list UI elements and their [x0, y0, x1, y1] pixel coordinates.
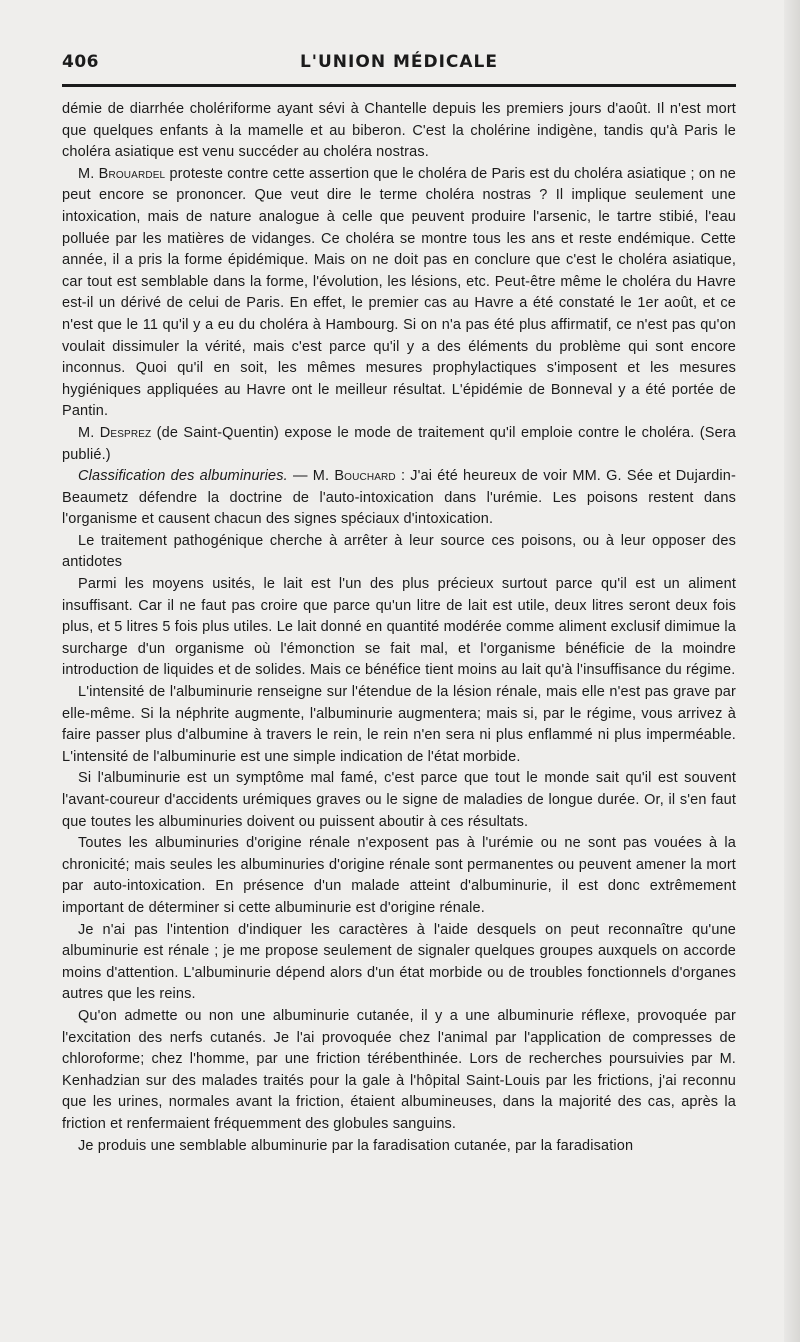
running-title: L'UNION MÉDICALE	[299, 52, 499, 72]
paragraph: Je n'ai pas l'intention d'indiquer les caractères à l'aide desquels on peut reconnaître qu'une albuminurie est rénale ; je me propose seulement de signaler quelques groupes auxquels on accorde moins d'attention. L'albuminurie dépend alors d'un état morbide ou de troubles fonctionnels d'organes autres que les reins.	[62, 921, 736, 1003]
header-rule	[62, 84, 736, 87]
article-body	[62, 99, 736, 1157]
section-title: Classification des albuminuries.	[78, 468, 288, 485]
paragraph: Je produis une semblable albuminurie par la faradisation cutanée, par la faradisation	[78, 1137, 634, 1154]
speaker-prefix: — M.	[292, 468, 330, 485]
paragraph-brouardel	[62, 164, 736, 423]
speaker-name: Brouardel	[98, 165, 166, 182]
paragraph: L'intensité de l'albuminurie renseigne sur l'étendue de la lésion rénale, mais elle n'est pas grave par elle-même. Si la néphrite augmente, l'albuminurie augmentera; mais si, par le régime, vous arrivez à faire passer plus d'albumine à travers le rein, le rein n'en sera ni plus enflammé ni plus imperméable. L'intensité de l'albuminurie est une simple indication de l'état morbide.	[62, 684, 736, 765]
paragraph: Le traitement pathogénique cherche à arrêter à leur source ces poisons, ou à leur opposer des antidotes	[62, 532, 736, 571]
paragraph: Si l'albuminurie est un symptôme mal famé, c'est parce que tout le monde sait qu'il est souvent l'avant-coureur d'accidents urémiques graves ou le signe de maladies de longue durée. Or, il s'en faut que toutes les albuminuries doivent ou puissent aboutir à ces résultats.	[62, 770, 736, 830]
paragraph-continuation: démie de diarrhée cholériforme ayant sévi à Chantelle depuis les premiers jours d'août. Il n'est mort que quelques enfants à la mamelle et au biberon. C'est la cholérine indigène, tandis qu'à Paris le choléra asiatique est venu succéder au choléra nostras.	[62, 101, 736, 161]
speaker-prefix: M.	[78, 424, 95, 441]
paragraph-desprez	[62, 423, 736, 466]
page-edge-shadow	[784, 0, 800, 1342]
speaker-prefix: M.	[78, 165, 95, 182]
paragraph: Toutes les albuminuries d'origine rénale n'exposent pas à l'urémie ou ne sont pas vouées à la chronicité; mais seules les albuminuries d'origine rénale sont permanentes ou peuvent amener la mort par auto-intoxication. En présence d'un malade atteint d'albuminurie, il est donc extrêmement important de déterminer si cette albuminurie est d'origine rénale.	[62, 835, 736, 916]
page-number: 406	[62, 52, 99, 72]
paragraph-bouchard	[62, 466, 736, 531]
paragraph: Parmi les moyens usités, le lait est l'un des plus précieux surtout parce qu'il est un aliment insuffisant. Car il ne faut pas croire que parce qu'un litre de lait est utile, deux litres seront deux fois plus, et 5 litres 5 fois plus utiles. Le lait donné en quantité modérée comme aliment exclusif dimimue la surcharge d'un organisme où l'émonction se fait mal, et l'organisme bénéficie de la moindre introduction de liquides et de solides. Mais ce bénéfice tient moins au lait qu'à l'insuffisance du régime.	[62, 576, 736, 679]
page-header	[62, 48, 736, 78]
speaker-name: Desprez	[99, 424, 152, 441]
paragraph: Qu'on admette ou non une albuminurie cutanée, il y a une albuminurie réflexe, provoquée par l'excitation des nerfs cutanés. Je l'ai provoquée chez l'animal par l'application de compresses de chloroforme; chez l'homme, par une friction térébenthinée. Lors de recherches poursuivies par M. Kenhadzian sur des malades traités pour la gale à l'hôpital Saint-Louis par les frictions, j'ai reconnu que les urines, normales avant la friction, étaient albumineuses, dans la majorité des cas, après la friction et renfermaient fréquemment des globules sanguins.	[62, 1007, 736, 1132]
paragraph-text: (de Saint-Quentin) expose le mode de traitement qu'il emploie contre le choléra. (Sera publié.)	[62, 424, 736, 463]
speaker-name: Bouchard	[334, 468, 396, 485]
paragraph-text: proteste contre cette assertion que le choléra de Paris est du choléra asiatique ; on ne peut encore se prononcer. Que veut dire le terme choléra nostras ? Il implique seulement une intoxication, mais de nature analogue à celle que peuvent produire l'arsenic, le tartre stibié, l'eau polluée par les matières de vidanges. Ce choléra se montre tous les ans et reste endémique. Cette année, il a pris la forme épidémique. Mais on ne doit pas en conclure que c'est le choléra asiatique, car tout est semblable dans la forme, l'évolution, les lésions, etc. Peut-être même le choléra du Havre est-il un dérivé de celui de Paris. En effet, le premier cas au Havre a été constaté le 1er août, et ce n'est que le 11 qu'il y a eu du choléra à Hambourg. Si on n'a pas été plus affirmatif, ce n'est pas qu'on voulait dissimuler la vérité, mais c'est parce qu'il y a des éléments du problème qui sont encore inconnus. Quoi qu'il en soit, les mêmes mesures prophylactiques s'imposent et les mesures hygiéniques appliquées au Havre ont le meilleur résultat. L'épidémie de Bonneval y a été portée de Pantin.	[62, 165, 736, 420]
paragraph-text: : J'ai été heureux de voir MM. G. Sée et Dujardin-Beaumetz défendre la doctrine de l'auto-intoxication dans l'urémie. Les poisons restent dans l'organisme et causent chacun des signes spéciaux d'intoxication.	[62, 468, 736, 528]
